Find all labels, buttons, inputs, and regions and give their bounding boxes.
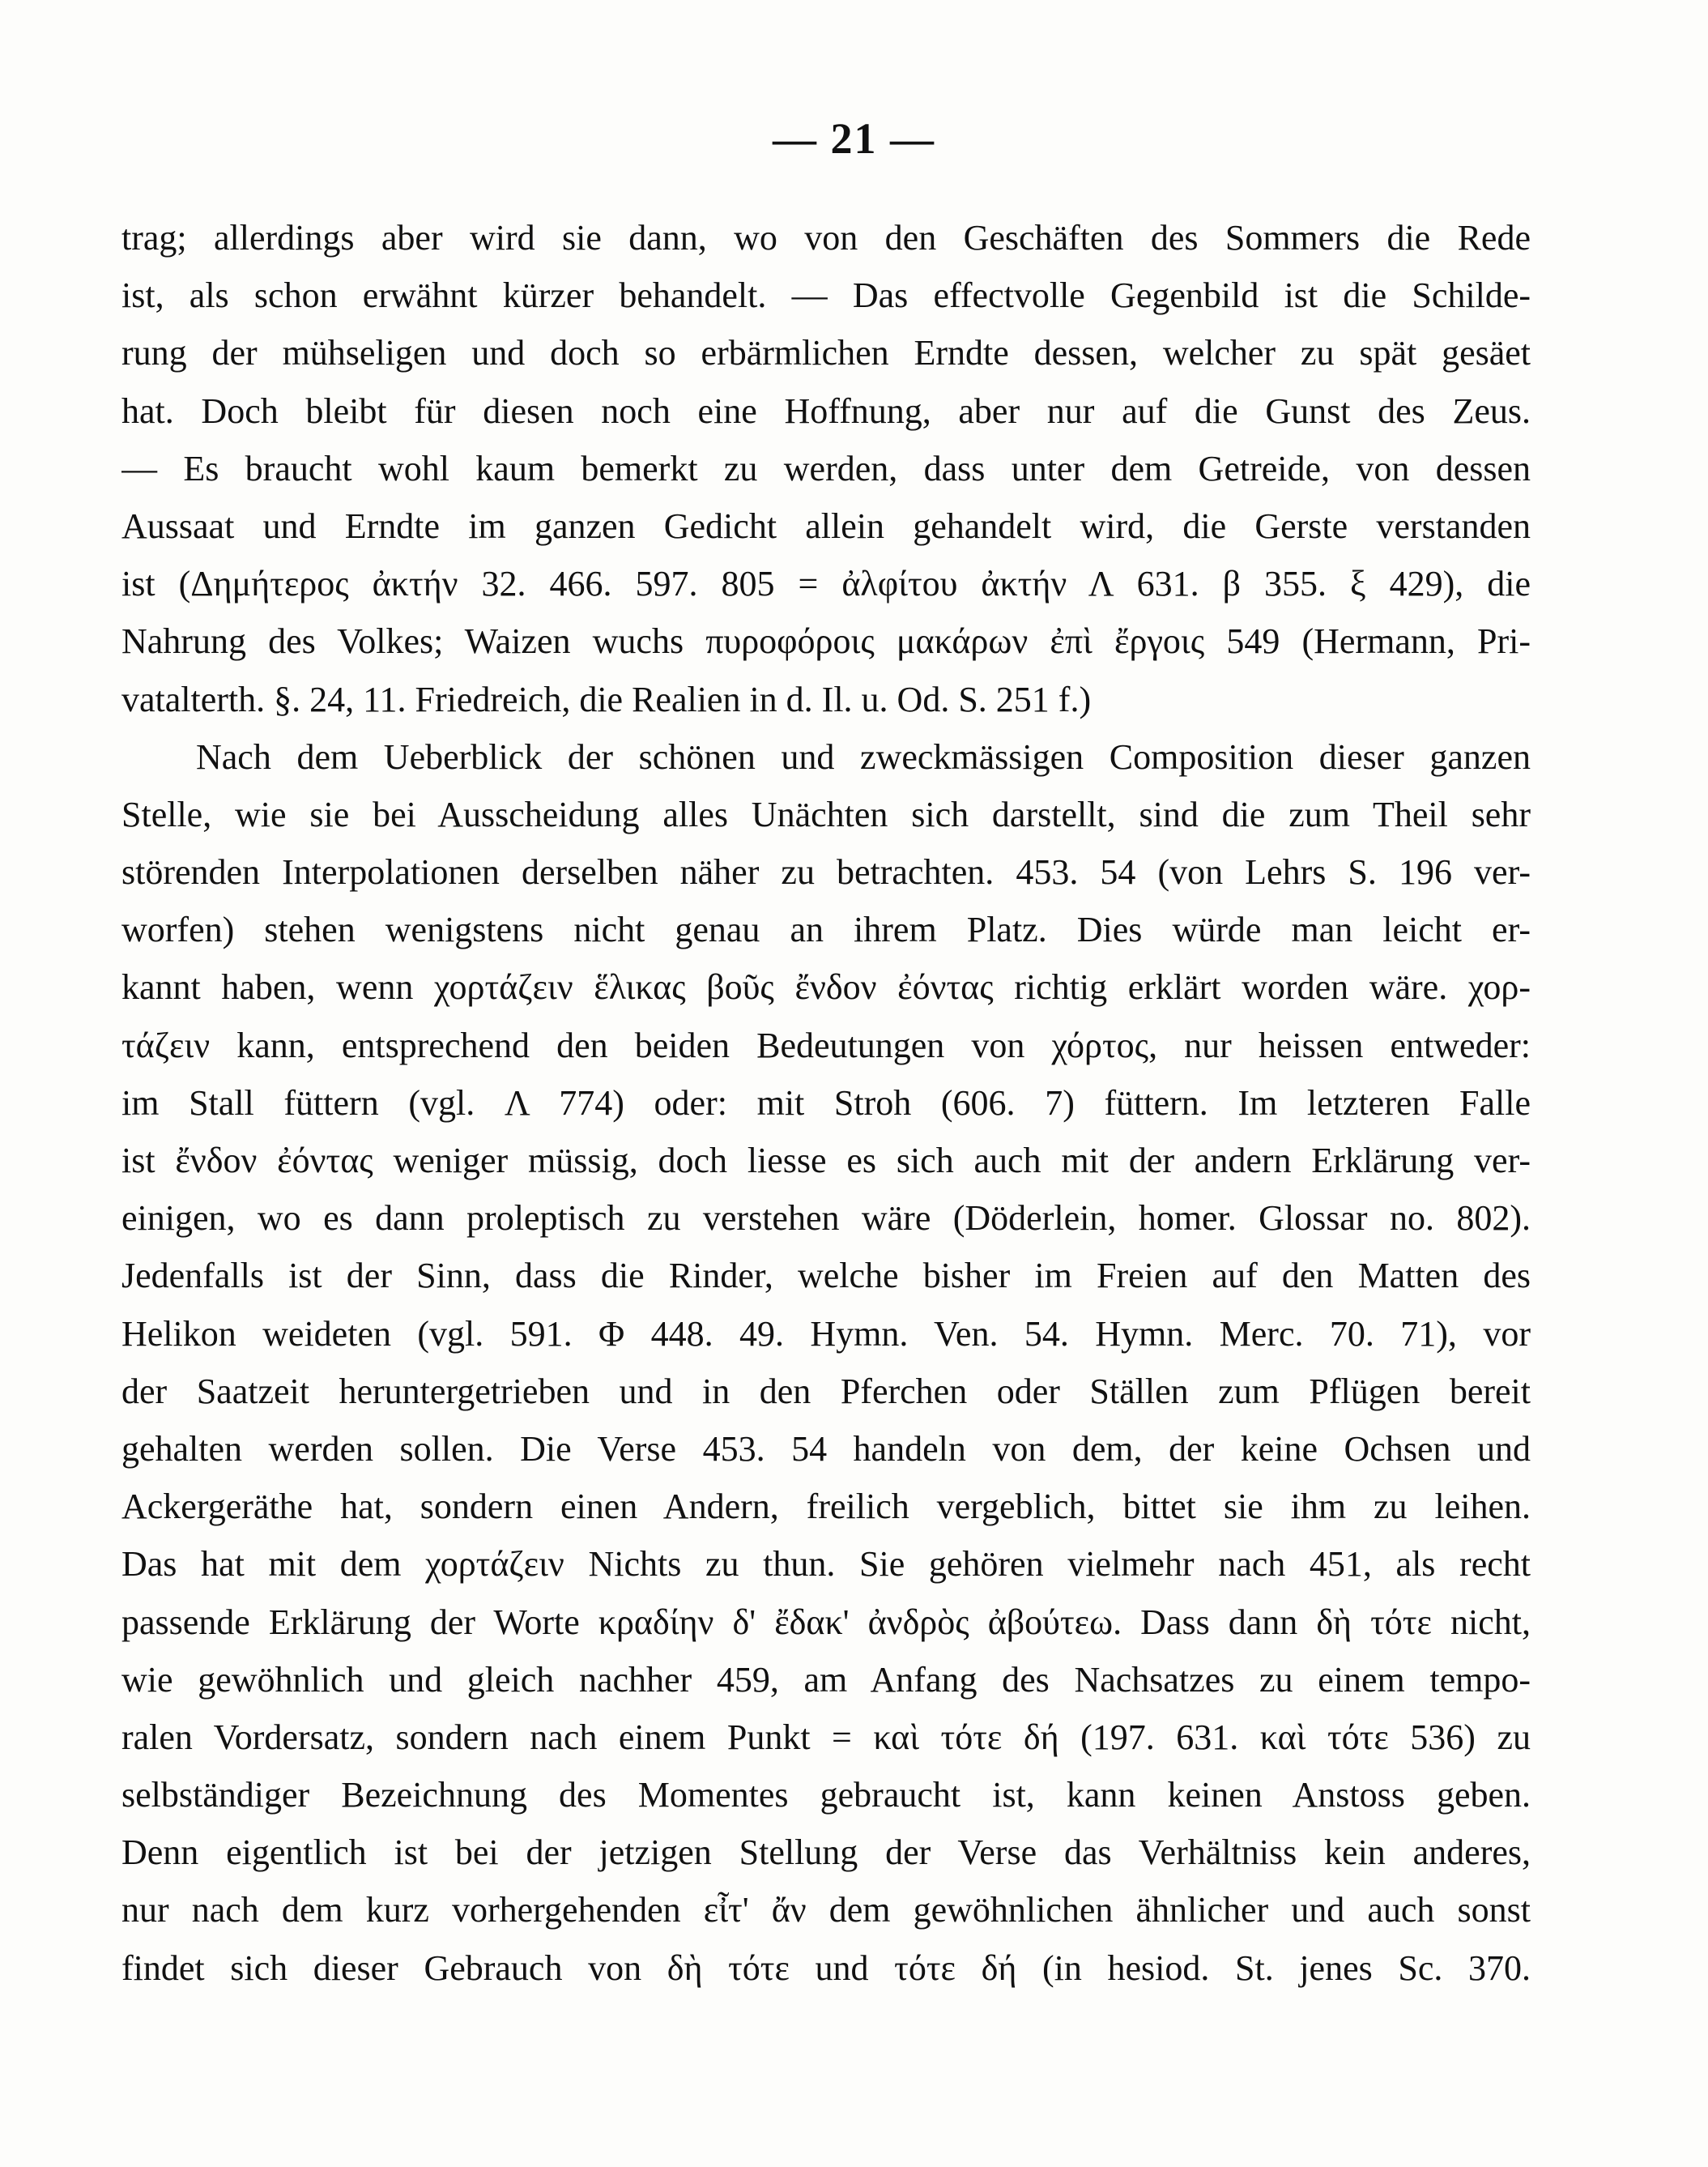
- text-line: kannt haben, wenn χορτάζειν ἕλικας βοῦς ἔνδον ἐόντας richtig erklärt worden wäre. χορ-: [121, 967, 1531, 1008]
- text-line: einigen, wo es dann proleptisch zu verstehen wäre (Döderlein, homer. Glossar no. 802).: [121, 1198, 1531, 1239]
- text-line: im Stall füttern (vgl. Λ 774) oder: mit Stroh (606. 7) füttern. Im letzteren Falle: [121, 1082, 1531, 1123]
- text-line: Denn eigentlich ist bei der jetzigen Stellung der Verse das Verhältniss kein anderes,: [121, 1832, 1531, 1873]
- text-line: Das hat mit dem χορτάζειν Nichts zu thun. Sie gehören vielmehr nach 451, als recht: [121, 1544, 1531, 1585]
- paragraph-start-line: Nach dem Ueberblick der schönen und zweckmässigen Composition dieser ganzen: [196, 736, 1531, 777]
- text-line: Stelle, wie sie bei Ausscheidung alles Unächten sich darstellt, sind die zum Theil sehr: [121, 794, 1531, 834]
- text-line: ist, als schon erwähnt kürzer behandelt. — Das effectvolle Gegenbild ist die Schilde-: [121, 275, 1531, 316]
- text-line: störenden Interpolationen derselben näher zu betrachten. 453. 54 (von Lehrs S. 196 ver-: [121, 852, 1531, 893]
- text-line: rung der mühseligen und doch so erbärmlichen Erndte dessen, welcher zu spät gesäet: [121, 333, 1531, 373]
- text-line: der Saatzeit heruntergetrieben und in den Pferchen oder Ställen zum Pflügen bereit: [121, 1371, 1531, 1411]
- text-line: — Es braucht wohl kaum bemerkt zu werden, dass unter dem Getreide, von dessen: [121, 448, 1531, 488]
- text-line: Aussaat und Erndte im ganzen Gedicht allein gehandelt wird, die Gerste verstanden: [121, 505, 1531, 546]
- text-line: ist ἔνδον ἐόντας weniger müssig, doch liesse es sich auch mit der andern Erklärung ver-: [121, 1141, 1531, 1180]
- text-line: passende Erklärung der Worte κραδίην δ' ἔδακ' ἀνδρὸς ἀβούτεω. Dass dann δὴ τότε nicht,: [121, 1602, 1531, 1642]
- text-line: τάζειν kann, entsprechend den beiden Bedeutungen von χόρτος, nur heissen entweder:: [121, 1025, 1531, 1065]
- text-line: ralen Vordersatz, sondern nach einem Punkt = καὶ τότε δή (197. 631. καὶ τότε 536) zu: [121, 1717, 1531, 1757]
- text-line: wie gewöhnlich und gleich nachher 459, am Anfang des Nachsatzes zu einem tempo-: [121, 1659, 1531, 1700]
- body-text: [121, 209, 1531, 1997]
- text-line: findet sich dieser Gebrauch von δὴ τότε und τότε δή (in hesiod. St. jenes Sc. 370.: [121, 1947, 1531, 1988]
- text-line: gehalten werden sollen. Die Verse 453. 54 handeln von dem, der keine Ochsen und: [121, 1428, 1531, 1469]
- text-line: selbständiger Bezeichnung des Momentes gebraucht ist, kann keinen Anstoss geben.: [121, 1775, 1531, 1815]
- text-line: Jedenfalls ist der Sinn, dass die Rinder, welche bisher im Freien auf den Matten des: [121, 1256, 1531, 1296]
- text-line: worfen) stehen wenigstens nicht genau an ihrem Platz. Dies würde man leicht er-: [121, 910, 1531, 950]
- paragraph-end-line: vatalterth. §. 24, 11. Friedreich, die Realien in d. Il. u. Od. S. 251 f.): [121, 679, 1092, 719]
- text-line: Helikon weideten (vgl. 591. Φ 448. 49. Hymn. Ven. 54. Hymn. Merc. 70. 71), vor: [121, 1313, 1531, 1354]
- text-line: hat. Doch bleibt für diesen noch eine Hoffnung, aber nur auf die Gunst des Zeus.: [121, 390, 1531, 431]
- text-line: Ackergeräthe hat, sondern einen Andern, freilich vergeblich, bittet sie ihm zu leihen.: [121, 1487, 1531, 1527]
- text-line: ist (Δημήτερος ἀκτήν 32. 466. 597. 805 = ἀλφίτου ἀκτήν Λ 631. β 355. ξ 429), die: [121, 564, 1531, 604]
- text-line: trag; allerdings aber wird sie dann, wo von den Geschäften des Sommers die Rede: [121, 218, 1531, 258]
- page-number: — 21 —: [773, 114, 935, 163]
- text-line: nur nach dem kurz vorhergehenden εἶτ' ἄν dem gewöhnlichen ähnlicher und auch sonst: [121, 1890, 1531, 1930]
- text-line: Nahrung des Volkes; Waizen wuchs πυροφόροις μακάρων ἐπὶ ἔργοις 549 (Hermann, Pri-: [121, 621, 1531, 662]
